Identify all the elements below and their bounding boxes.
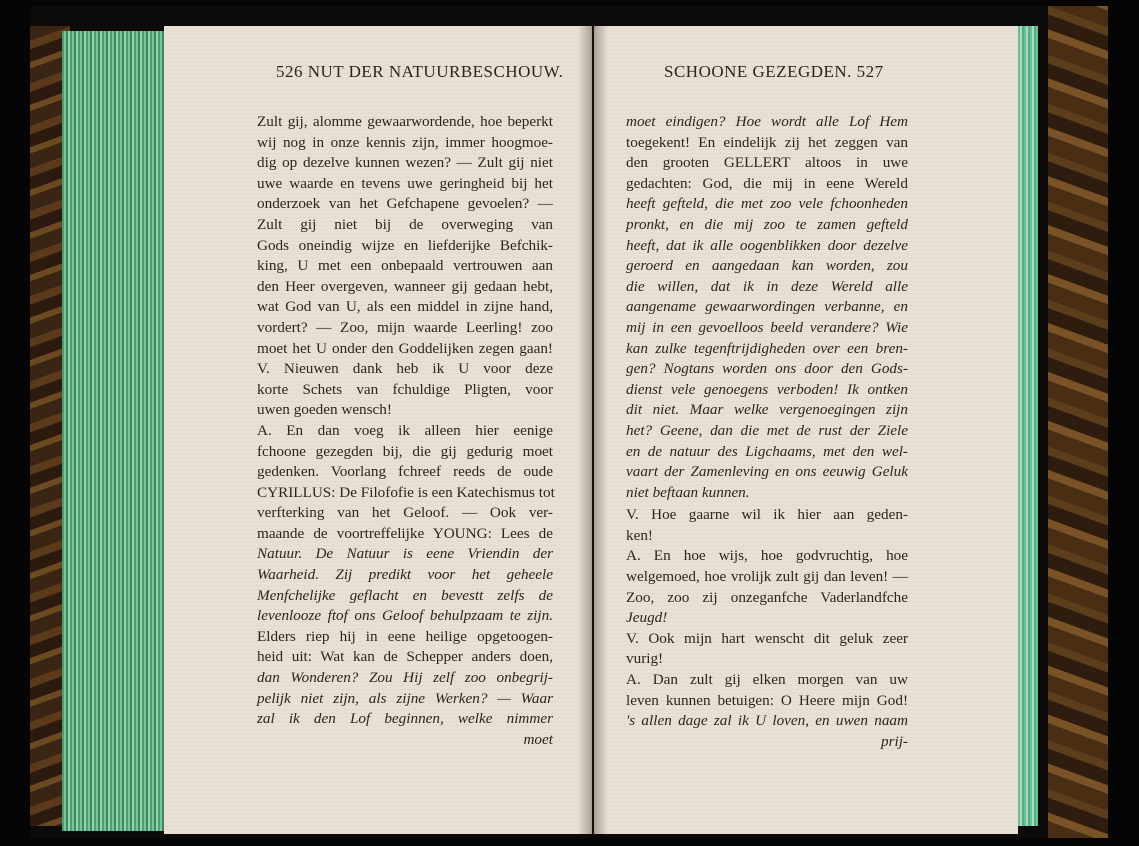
text-line: het? Geene, dan die met de rust der Ziele — [626, 421, 908, 439]
text-line: Waarheid. Zij predikt voor het geheele — [257, 566, 553, 584]
text-line: die willen, dat ik in deze Wereld alle — [626, 277, 908, 295]
text-line: kan zulke tegenftrijdigheden over een bren- — [626, 339, 908, 357]
text-line: uwen goeden wensch! — [257, 401, 392, 419]
text-line: maande de voortreffelijke YOUNG: Lees de — [257, 524, 553, 542]
text-line: mij in een gevoelloos beeld verandere? Wie — [626, 318, 908, 336]
text-line: gedachten: God, die mij in eene Wereld — [626, 174, 908, 192]
text-line: V. Ook mijn hart wenscht dit geluk zeer — [626, 629, 908, 647]
text-line: Jeugd! — [626, 609, 668, 627]
text-line: dienst vele genoegens verboden! Ik ontken — [626, 380, 908, 398]
right-page-header: SCHOONE GEZEGDEN. 527 — [664, 62, 884, 81]
text-line: leven kunnen betuigen: O Heere mijn God! — [626, 691, 908, 709]
text-line: vurig! — [626, 650, 664, 668]
text-line: toegekent! En eindelijk zij het zeggen van — [626, 133, 908, 151]
text-line: Zoo, zoo zij onzeganfche Vaderlandfche — [626, 588, 908, 606]
catchword: moet — [523, 730, 553, 748]
text-line: fchoone gezegden bij, die gij gedurig moet — [257, 442, 553, 460]
text-line: A. En hoe wijs, hoe godvruchtig, hoe — [626, 547, 908, 565]
text-line: verfterking van het Geloof. — Ook ver- — [257, 504, 553, 522]
text-line: pelijk niet zijn, als zijne Werken? — Waar — [257, 689, 553, 707]
text-line: dig op dezelve kunnen wezen? — Zult gij niet — [257, 154, 553, 172]
text-line: wij nog in onze kennis zijn, immer hoogmoe- — [257, 133, 553, 151]
text-line: heeft gefteld, die met zoo vele fchoonheden — [626, 195, 908, 213]
text-line: Zult gij, alomme gewaarwordende, hoe beperkt — [257, 113, 553, 130]
book-scan — [30, 6, 1108, 838]
text-line: gedenken. Voorlang fchreef reeds de oude — [257, 463, 553, 481]
text-line: moet eindigen? Hoe wordt alle Lof Hem — [626, 113, 908, 130]
text-line: vaart der Zamenleving en ons eeuwig Geluk — [626, 463, 908, 481]
text-line: 's allen dage zal ik U loven, en uwen naam — [626, 712, 908, 730]
text-line: niet beftaan kunnen. — [626, 483, 750, 501]
text-line: welgemoed, hoe vrolijk zult gij dan leven! — — [626, 568, 908, 586]
text-line: Zult gij niet bij de overweging van — [257, 215, 553, 233]
left-page-header: 526 NUT DER NATUURBESCHOUW. — [276, 62, 564, 81]
text-line: zal ik den Lof beginnen, welke nimmer — [257, 710, 553, 728]
text-line: pronkt, en die mij zoo te zamen gefteld — [626, 215, 908, 233]
text-line: A. En dan voeg ik alleen hier eenige — [257, 421, 553, 439]
text-line: levenlooze ftof ons Geloof behulpzaam te zijn. — [257, 607, 553, 625]
catchword: prij- — [880, 732, 908, 750]
text-line: en de natuur des Ligchaams, met den wel- — [626, 442, 908, 460]
text-line: den Heer overgeven, wanneer gij gedaan hebt, — [257, 277, 553, 295]
text-line: Menfchelijke geflacht en bevestt zelfs de — [257, 586, 553, 604]
text-line: V. Hoe gaarne wil ik hier aan geden- — [626, 506, 908, 524]
text-line: den grooten GELLERT altoos in uwe — [626, 154, 908, 172]
text-line: gen? Nogtans worden ons door den Gods- — [626, 360, 908, 378]
page-edges-left — [62, 31, 170, 831]
marbled-cover-right — [1048, 6, 1108, 838]
right-page-text — [626, 112, 908, 752]
text-line: Natuur. De Natuur is eene Vriendin der — [257, 545, 553, 563]
text-line: Gods oneindig wijze en liefderijke Befchik- — [257, 236, 553, 254]
text-line: vordert? — Zoo, mijn waarde Leerling! zoo — [257, 318, 553, 336]
text-line: onderzoek van het Gefchapene gevoelen? — — [257, 195, 553, 213]
page-edges-right — [1018, 26, 1038, 826]
text-line: moet het U onder den Goddelijken zegen gaan! — [257, 339, 553, 357]
text-line: V. Nieuwen dank heb ik U voor deze — [257, 360, 553, 378]
book-gutter — [578, 26, 608, 834]
text-line: aangename gewaarwordingen verbanne, en — [626, 298, 908, 316]
text-line: dan Wonderen? Zou Hij zelf zoo onbegrij- — [257, 669, 553, 687]
text-line: dit niet. Maar welke vergenoegingen zijn — [626, 401, 908, 419]
text-line: uwe waarde en tevens uwe geringheid bij het — [257, 174, 553, 192]
text-line: A. Dan zult gij elken morgen van uw — [626, 671, 908, 689]
text-line: geroerd en aangedaan kan worden, zou — [626, 257, 908, 275]
text-line: korte Schets van fchuldige Pligten, voor — [257, 380, 553, 398]
text-line: ken! — [626, 526, 653, 544]
text-line: heid uit: Wat kan de Schepper anders doen, — [257, 648, 553, 666]
text-line: Elders riep hij in eene heilige opgetoogen- — [257, 627, 553, 645]
text-line: CYRILLUS: De Filofofie is een Katechismus tot — [257, 483, 555, 501]
left-page-text — [257, 112, 553, 750]
text-line: king, U met een onbepaald vertrouwen aan — [257, 257, 553, 275]
text-line: heeft, dat ik alle oogenblikken door dezelve — [626, 236, 908, 254]
text-line: wat God van U, als een middel in zijne hand, — [257, 298, 553, 316]
